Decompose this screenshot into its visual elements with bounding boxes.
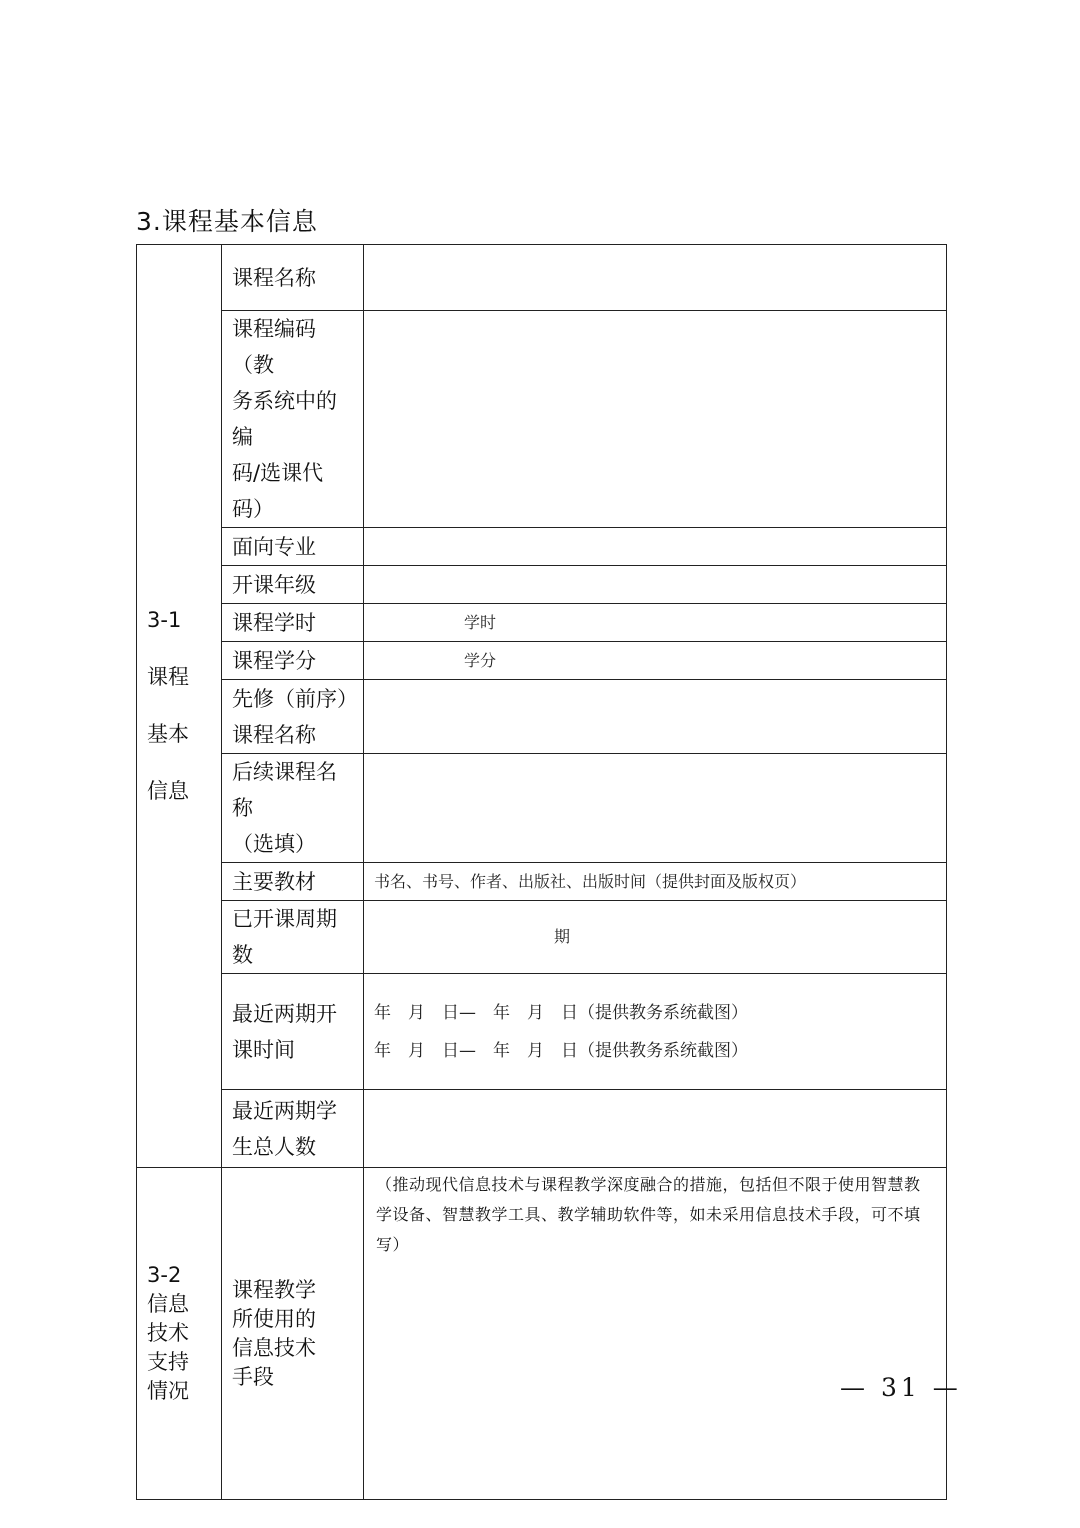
row-label-follow-up: 后续课程名称 （选填） bbox=[222, 754, 364, 863]
credits-unit: 学分 bbox=[464, 650, 497, 670]
it-means-hint: （推动现代信息技术与课程教学深度融合的措施，包括但不限于使用智慧教学设备、智慧教学工具、教学辅助软件等，如未采用信息技术手段，可不填写） bbox=[376, 1175, 921, 1254]
cycles-unit: 期 bbox=[554, 927, 571, 946]
row-label-grade: 开课年级 bbox=[222, 566, 364, 604]
row-label-recent-terms: 最近两期开 课时间 bbox=[222, 974, 364, 1090]
row-label-credits: 课程学分 bbox=[222, 642, 364, 680]
cycles-field[interactable] bbox=[364, 901, 947, 974]
credits-field[interactable] bbox=[364, 642, 947, 680]
follow-up-field[interactable] bbox=[364, 754, 947, 863]
course-name-field[interactable] bbox=[364, 245, 947, 311]
term-date-line-2: 年 月 日— 年 月 日（提供教务系统截图） bbox=[374, 1040, 748, 1061]
textbook-field[interactable]: 书名、书号、作者、出版社、出版时间（提供封面及版权页） bbox=[364, 863, 947, 901]
course-code-field[interactable] bbox=[364, 311, 947, 528]
student-total-field[interactable] bbox=[364, 1090, 947, 1168]
row-label-prerequisite: 先修（前序） 课程名称 bbox=[222, 680, 364, 754]
course-info-table bbox=[136, 244, 946, 1500]
recent-terms-field[interactable] bbox=[364, 974, 947, 1090]
group-3-1-label: 3-1 课程 基本 信息 bbox=[137, 245, 222, 1168]
it-means-field[interactable] bbox=[364, 1168, 947, 1500]
section-title: 3.课程基本信息 bbox=[136, 207, 318, 236]
row-label-course-name: 课程名称 bbox=[222, 245, 364, 311]
group-3-2-label: 3-2 信息 技术 支持 情况 bbox=[137, 1168, 222, 1500]
term-date-line-1: 年 月 日— 年 月 日（提供教务系统截图） bbox=[374, 1002, 748, 1023]
hours-unit: 学时 bbox=[464, 612, 497, 632]
row-label-it-means: 课程教学 所使用的 信息技术 手段 bbox=[222, 1168, 364, 1500]
row-label-target-major: 面向专业 bbox=[222, 528, 364, 566]
hours-field[interactable] bbox=[364, 604, 947, 642]
page-number: — 31 — bbox=[840, 1373, 962, 1402]
row-label-textbook: 主要教材 bbox=[222, 863, 364, 901]
prerequisite-field[interactable] bbox=[364, 680, 947, 754]
target-major-field[interactable] bbox=[364, 528, 947, 566]
row-label-course-code: 课程编码（教 务系统中的编 码/选课代码） bbox=[222, 311, 364, 528]
row-label-cycles: 已开课周期数 bbox=[222, 901, 364, 974]
row-label-hours: 课程学时 bbox=[222, 604, 364, 642]
row-label-student-total: 最近两期学 生总人数 bbox=[222, 1090, 364, 1168]
grade-field[interactable] bbox=[364, 566, 947, 604]
